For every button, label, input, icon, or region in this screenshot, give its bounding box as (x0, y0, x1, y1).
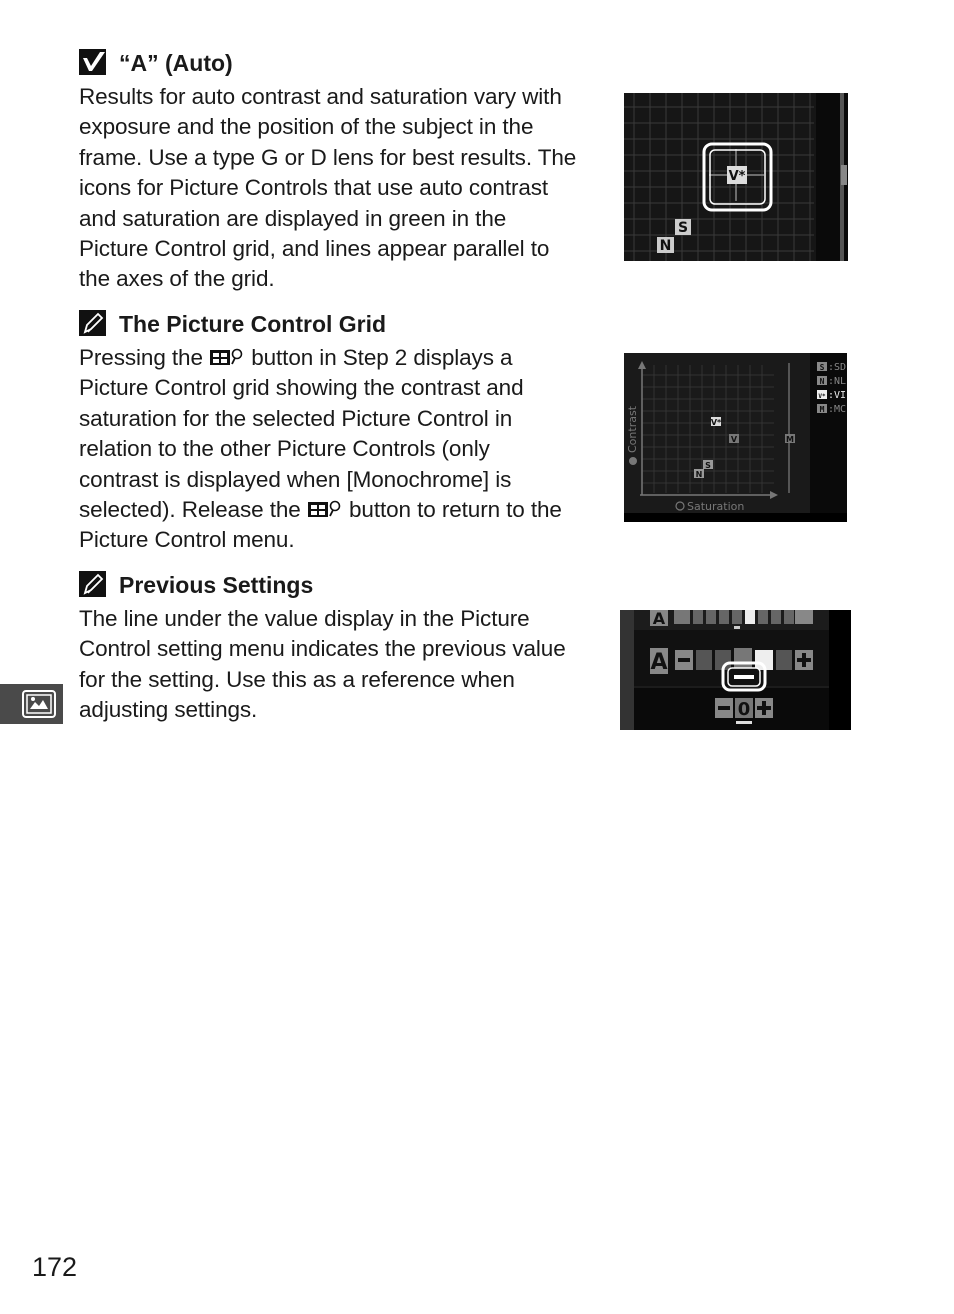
section-body (79, 82, 609, 295)
section-heading (79, 570, 609, 600)
row-label: A (652, 610, 666, 628)
legend-key: N (819, 377, 825, 386)
section-heading (79, 48, 609, 78)
body-text: button to return to the (349, 497, 562, 523)
legend-key: M (819, 405, 825, 414)
body-line: exposure and the position of the subject in the (79, 114, 534, 140)
grid-marker: N (695, 470, 703, 479)
section-title: “A” (Auto) (119, 50, 233, 76)
legend-label: :VI (828, 390, 847, 401)
page-number: 172 (32, 1252, 78, 1282)
section-auto (79, 48, 609, 295)
previous-settings-screenshot (620, 610, 851, 730)
body-line: the axes of the grid. (79, 266, 275, 292)
body-line: Picture Control grid, and lines appear parallel to (79, 236, 550, 262)
body-line: adjusting settings. (79, 697, 258, 723)
grid-marker: N (659, 238, 672, 254)
thumbnail-zoom-out-icon (209, 347, 245, 367)
legend-label: :MC (828, 404, 847, 415)
legend-label: :NL (828, 376, 847, 387)
body-line: Results for auto contrast and saturation vary with (79, 84, 562, 109)
picture-control-tab-icon (22, 690, 56, 718)
contrast-axis-label: Contrast (626, 405, 639, 453)
body-line: contrast is displayed when [Monochrome] is (79, 466, 512, 492)
grid-marker: S (677, 220, 689, 236)
legend-label: :SD (828, 362, 847, 373)
pencil-note-icon (79, 571, 106, 597)
grid-marker: M (786, 435, 794, 444)
body-line: saturation for the selected Picture Control in (79, 405, 513, 431)
section-heading (79, 309, 609, 339)
legend-key: S (819, 363, 825, 372)
body-line: relation to the other Picture Controls (only (79, 436, 490, 462)
grid-marker: V (730, 435, 738, 444)
section-title: Previous Settings (119, 572, 314, 598)
body-line: The line under the value display in the Picture (79, 606, 530, 631)
body-line: frame. Use a type G or D lens for best results. The (79, 144, 577, 170)
body-text: button in Step 2 displays a (251, 345, 513, 370)
auto-grid-figure (624, 93, 848, 261)
section-body (79, 604, 609, 726)
section-title: The Picture Control Grid (119, 311, 387, 337)
grid-marker: S (705, 461, 711, 470)
check-note-icon (79, 49, 106, 75)
section-picture-control-grid (79, 309, 609, 556)
body-line: Picture Control grid showing the contrast and (79, 375, 524, 401)
body-line: icons for Picture Controls that use auto contrast (79, 175, 549, 201)
auto-grid-screenshot (624, 93, 848, 261)
body-line: for the setting. Use this as a reference when (79, 666, 515, 692)
section-body (79, 343, 609, 556)
body-text: selected). Release the (79, 497, 301, 523)
grid-marker: V* (728, 169, 746, 184)
row-label: A (650, 650, 668, 675)
value-zero: 0 (737, 699, 751, 720)
picture-control-grid-figure (624, 353, 847, 522)
previous-settings-figure (620, 610, 851, 730)
picture-control-grid-screenshot (624, 353, 847, 522)
body-line: Picture Control menu. (79, 527, 295, 553)
body-text: Pressing the (79, 345, 203, 370)
chapter-tab (0, 684, 63, 724)
body-line: and saturation are displayed in green in the (79, 205, 507, 231)
legend-key: V* (818, 393, 826, 400)
thumbnail-zoom-out-icon (307, 499, 343, 519)
section-previous-settings (79, 570, 609, 726)
body-line: Control setting menu indicates the previous value (79, 636, 566, 662)
grid-marker: V* (710, 418, 722, 427)
saturation-axis-label: Saturation (687, 500, 745, 513)
pencil-note-icon (79, 310, 106, 336)
